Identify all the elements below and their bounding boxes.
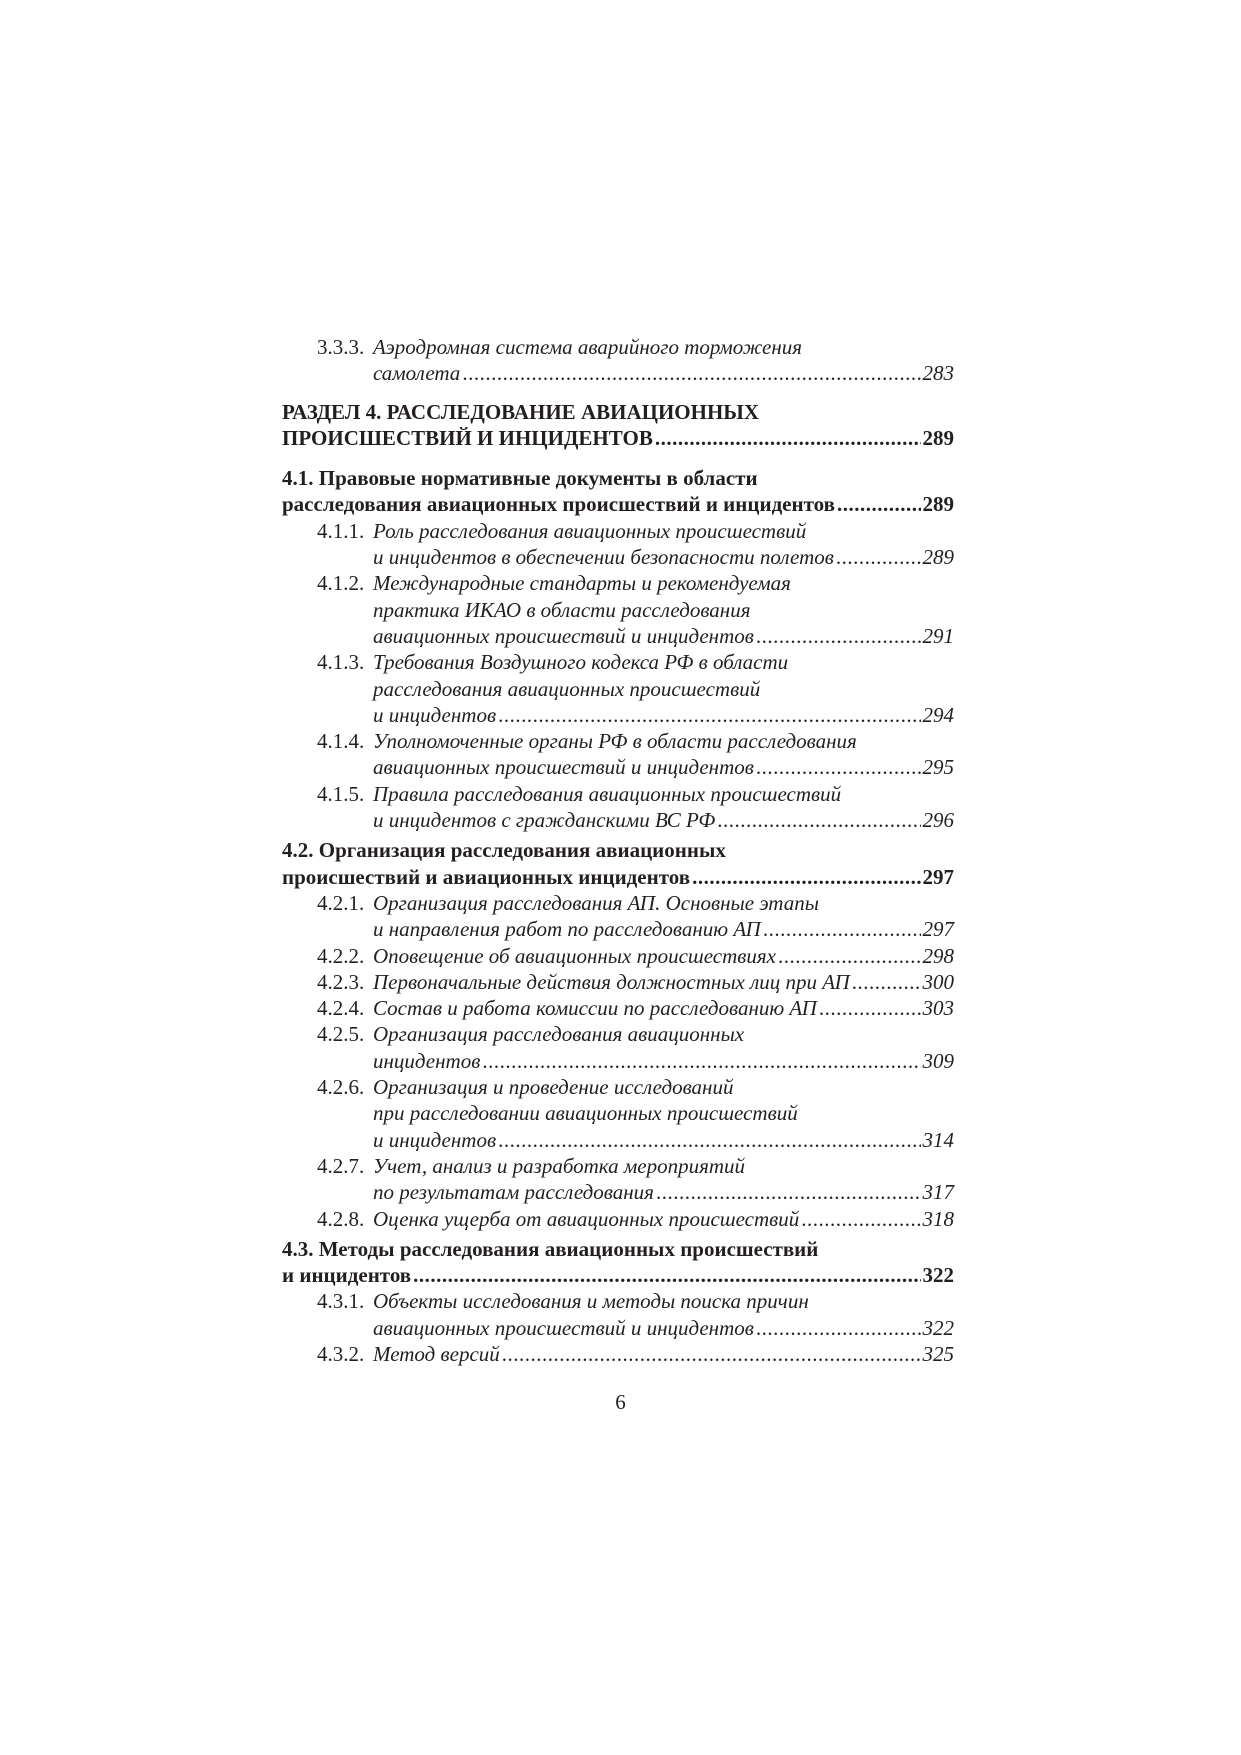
entry-title-cont: по результатам расследования [373,1180,654,1205]
toc-entry-4-2-5[interactable] [282,1021,954,1074]
toc-entry-4-2-4[interactable] [282,995,954,1021]
entry-page: 291 [922,623,954,648]
dot-leader [819,995,921,1021]
toc-part-4[interactable] [282,399,954,452]
entry-page: 300 [922,969,954,994]
entry-title: Состав и работа комиссии по расследованию АП [373,996,817,1021]
entry-title-cont: и инцидентов [373,1127,497,1152]
entry-number: 4.2.6. [317,1075,365,1100]
table-of-contents [282,334,954,1367]
dot-leader [656,1179,921,1205]
entry-page: 294 [922,702,954,727]
dot-leader [502,1341,921,1367]
dot-leader [801,1206,920,1232]
entry-title-cont: и инцидентов в обеспечении безопасности полетов [373,545,834,570]
entry-title: Организация расследования авиационных [373,1022,745,1047]
part-page: 289 [922,425,954,450]
entry-number: 4.2.5. [317,1022,365,1047]
dot-leader [852,969,921,995]
section-title-cont: расследования авиационных происшествий и инцидентов [282,492,835,517]
toc-entry-4-2-2[interactable] [282,943,954,969]
entry-title: Учет, анализ и разработка мероприятий [373,1153,745,1178]
page-number: 6 [615,1390,626,1414]
entry-title: Метод версий [373,1341,500,1366]
dot-leader [462,360,920,386]
entry-title-cont: и инцидентов [373,702,497,727]
dot-leader [778,943,921,969]
entry-title: Требования Воздушного кодекса РФ в области [373,650,789,675]
entry-page: 303 [922,996,954,1021]
section-page: 322 [922,1263,954,1288]
entry-title: Организация и проведение исследований [373,1075,734,1100]
entry-title-cont: и инцидентов с гражданскими ВС РФ [373,808,716,833]
entry-page: 317 [922,1180,954,1205]
entry-page: 318 [922,1206,954,1231]
entry-title: Аэродромная система аварийного торможения [373,335,802,359]
entry-title-cont: авиационных происшествий и инцидентов [373,1315,754,1340]
dot-leader [413,1262,920,1288]
entry-number: 4.1.4. [317,729,365,754]
entry-title-cont: самолета [373,361,461,386]
dot-leader [756,1315,921,1341]
entry-number: 4.2.8. [317,1206,365,1231]
toc-section-4-2[interactable] [282,837,954,890]
section-title: 4.3. Методы расследования авиационных происшествий [282,1236,819,1261]
entry-title: Уполномоченные органы РФ в области расследования [373,729,857,754]
dot-leader [692,864,920,890]
entry-title: Объекты исследования и методы поиска причин [373,1289,809,1314]
dot-leader [655,425,921,451]
entry-title: Правила расследования авиационных происшествий [373,781,842,806]
dot-leader [498,1127,920,1153]
entry-page: 297 [922,917,954,942]
entry-title: Первоначальные действия должностных лиц при АП [373,969,850,994]
toc-entry-4-1-3[interactable] [282,649,954,728]
entry-title: Роль расследования авиационных происшествий [373,518,807,543]
entry-title: Организация расследования АП. Основные этапы [373,890,819,915]
dot-leader [717,807,920,833]
dot-leader [837,491,921,517]
entry-page: 289 [922,545,954,570]
toc-entry-4-2-8[interactable] [282,1206,954,1232]
entry-number: 4.3.1. [317,1289,365,1314]
section-title-cont: происшествий и авиационных инцидентов [282,864,691,889]
entry-number: 3.3.3. [317,335,365,359]
toc-entry-4-1-5[interactable] [282,781,954,834]
entry-page: 296 [922,808,954,833]
toc-entry-4-1-4[interactable] [282,728,954,781]
entry-title: Международные стандарты и рекомендуемая [373,571,791,596]
entry-title-cont: инцидентов [373,1048,481,1073]
entry-page: 325 [922,1341,954,1366]
toc-entry-4-1-1[interactable] [282,518,954,571]
toc-entry-3-3-3[interactable] [282,334,954,387]
dot-leader [756,623,921,649]
section-page: 289 [922,492,954,517]
section-page: 297 [922,864,954,889]
entry-title-cont: расследования авиационных происшествий [373,676,761,701]
part-title-cont: ПРОИСШЕСТВИЙ И ИНЦИДЕНТОВ [282,425,653,450]
dot-leader [756,754,921,780]
toc-entry-4-1-2[interactable] [282,570,954,649]
entry-title-cont: авиационных происшествий и инцидентов [373,755,754,780]
entry-number: 4.1.3. [317,650,365,675]
entry-page: 283 [922,361,954,386]
entry-number: 4.1.1. [317,518,365,543]
entry-page: 314 [922,1127,954,1152]
toc-entry-4-3-1[interactable] [282,1288,954,1341]
section-title: 4.2. Организация расследования авиационных [282,838,726,863]
toc-entry-4-2-3[interactable] [282,969,954,995]
entry-number: 4.2.3. [317,969,365,994]
entry-number: 4.2.1. [317,890,365,915]
entry-number: 4.1.5. [317,781,365,806]
entry-number: 4.2.7. [317,1153,365,1178]
entry-title: Оценка ущерба от авиационных происшествий [373,1206,800,1231]
entry-number: 4.3.2. [317,1341,365,1366]
entry-number: 4.1.2. [317,571,365,596]
dot-leader [482,1048,920,1074]
entry-page: 309 [922,1048,954,1073]
dot-leader [836,544,921,570]
entry-title-cont: при расследовании авиационных происшествий [373,1101,798,1126]
entry-title-cont: авиационных происшествий и инцидентов [373,623,754,648]
dot-leader [763,916,921,942]
toc-entry-4-2-6[interactable] [282,1074,954,1153]
entry-title-cont: и направления работ по расследованию АП [373,917,761,942]
entry-page: 295 [922,755,954,780]
entry-title: Оповещение об авиационных происшествиях [373,943,776,968]
entry-page: 298 [922,943,954,968]
section-title-cont: и инцидентов [282,1263,412,1288]
entry-number: 4.2.2. [317,943,365,968]
part-title: РАЗДЕЛ 4. РАССЛЕДОВАНИЕ АВИАЦИОННЫХ [282,399,760,424]
toc-entry-4-2-1[interactable] [282,890,954,943]
dot-leader [498,702,920,728]
entry-number: 4.2.4. [317,996,365,1021]
entry-page: 322 [922,1315,954,1340]
toc-section-4-1[interactable] [282,465,954,518]
toc-entry-4-3-2[interactable] [282,1341,954,1367]
toc-section-4-3[interactable] [282,1236,954,1289]
section-title: 4.1. Правовые нормативные документы в области [282,466,758,491]
entry-title-cont: практика ИКАО в области расследования [373,597,751,622]
toc-entry-4-2-7[interactable] [282,1153,954,1206]
